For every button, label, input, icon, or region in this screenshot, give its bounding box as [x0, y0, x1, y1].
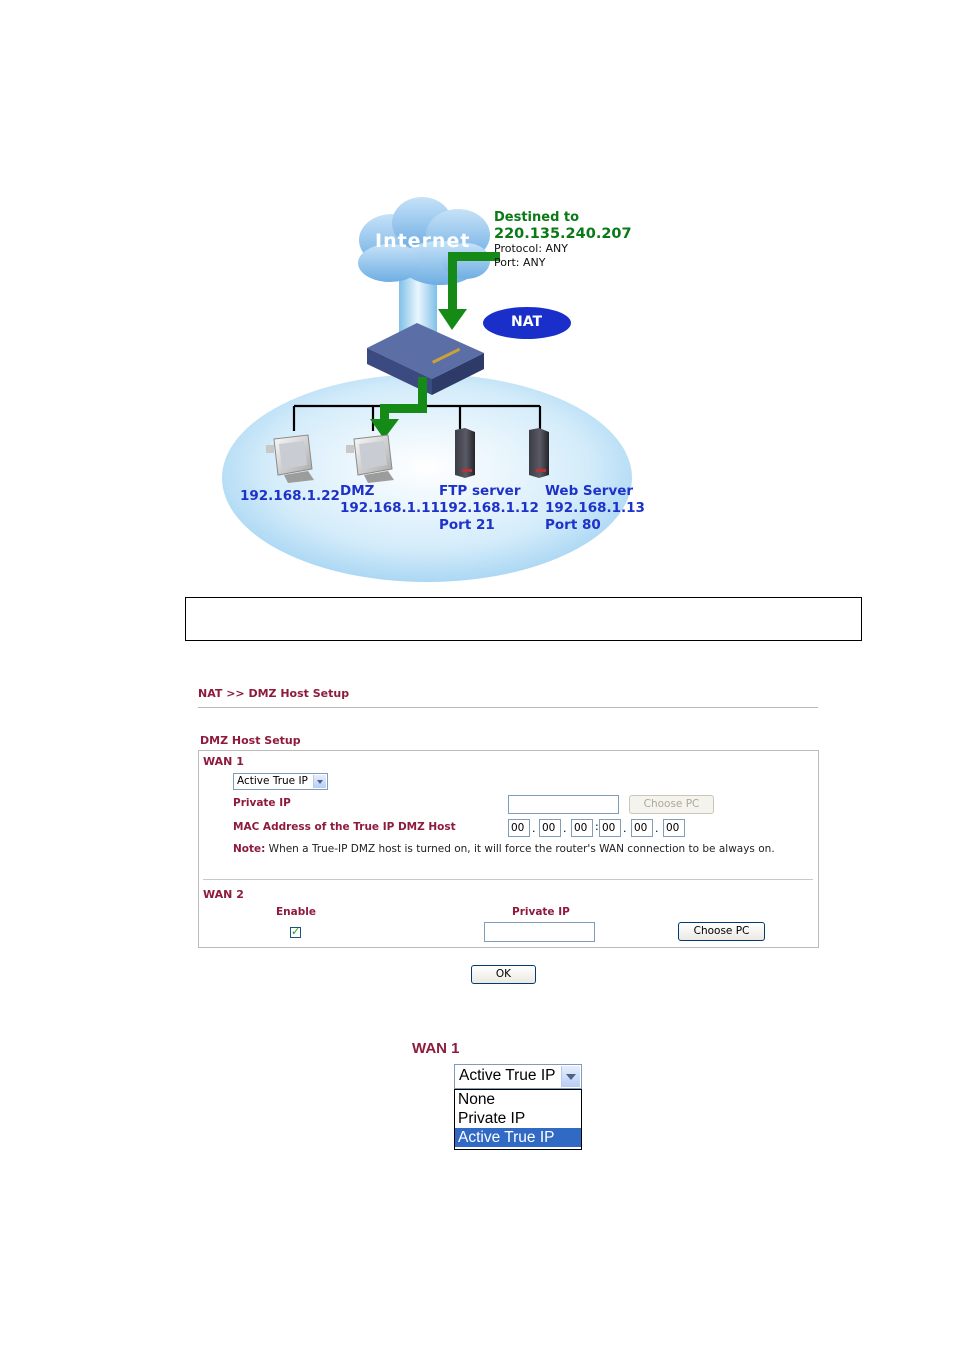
nat-label: NAT	[511, 314, 543, 330]
mac-separator: .	[563, 822, 567, 835]
destined-protocol: Protocol: ANY	[494, 242, 569, 255]
private-ip-column-header: Private IP	[512, 906, 570, 918]
wan-divider	[203, 879, 813, 880]
enable-column-header: Enable	[276, 906, 316, 918]
web-server-icon	[529, 428, 549, 478]
wan1-private-ip-input[interactable]	[508, 795, 619, 814]
mac-separator: .	[532, 822, 536, 835]
chevron-down-icon	[561, 1066, 580, 1087]
ftp-ip: 192.168.1.12	[439, 500, 539, 516]
zoom-wan1-title: WAN 1	[412, 1040, 460, 1057]
note-label: Note:	[233, 843, 266, 855]
true-ip-note	[233, 842, 793, 856]
mac-field-3[interactable]: 00	[571, 819, 593, 837]
pc1-ip: 192.168.1.22	[240, 488, 340, 504]
caption-frame	[185, 597, 862, 641]
wan1-title: WAN 1	[203, 755, 244, 768]
wan1-choose-pc-button[interactable]: Choose PC	[629, 795, 714, 814]
dmz-ip: 192.168.1.11	[340, 500, 440, 516]
mac-separator: .	[655, 822, 659, 835]
private-ip-label: Private IP	[233, 797, 291, 809]
option-none[interactable]: None	[458, 1091, 496, 1108]
ftp-name: FTP server	[439, 483, 521, 499]
destined-title: Destined to	[494, 210, 580, 225]
destined-port: Port: ANY	[494, 256, 546, 269]
mac-field-4[interactable]: 00	[599, 819, 621, 837]
chevron-down-icon	[313, 775, 326, 788]
mac-separator: .	[623, 822, 627, 835]
ok-button[interactable]: OK	[471, 965, 536, 984]
section-title: DMZ Host Setup	[200, 734, 301, 747]
web-port: Port 80	[545, 517, 601, 533]
wan2-choose-pc-button[interactable]: Choose PC	[678, 922, 765, 941]
internet-label: Internet	[375, 230, 471, 252]
option-private-ip[interactable]: Private IP	[458, 1110, 526, 1127]
wan2-private-ip-input[interactable]	[484, 922, 595, 942]
ftp-server-icon	[455, 428, 475, 478]
wan2-enable-checkbox[interactable]	[290, 927, 301, 938]
wan1-mode-select[interactable]	[233, 773, 328, 790]
zoom-mode-select[interactable]	[454, 1064, 582, 1089]
mac-field-5[interactable]: 00	[631, 819, 653, 837]
mac-field-6[interactable]: 00	[663, 819, 685, 837]
note-text: When a True-IP DMZ host is turned on, it will force the router's WAN connection to be always on.	[265, 843, 775, 855]
ftp-port: Port 21	[439, 517, 495, 533]
breadcrumb: NAT >> DMZ Host Setup	[198, 687, 350, 700]
destined-ip: 220.135.240.207	[494, 226, 632, 242]
mac-separator: :	[595, 820, 599, 833]
breadcrumb-divider	[198, 707, 818, 708]
mac-address-label: MAC Address of the True IP DMZ Host	[233, 821, 456, 833]
wan2-title: WAN 2	[203, 888, 244, 901]
web-name: Web Server	[545, 483, 634, 499]
mac-field-1[interactable]: 00	[508, 819, 530, 837]
web-ip: 192.168.1.13	[545, 500, 645, 516]
zoom-options-list	[454, 1089, 582, 1150]
network-diagram	[222, 183, 652, 586]
mac-field-2[interactable]: 00	[539, 819, 561, 837]
dmz-name: DMZ	[340, 483, 375, 499]
option-active-true-ip[interactable]: Active True IP	[455, 1128, 581, 1147]
zoom-mode-value: Active True IP	[459, 1067, 556, 1084]
wan1-mode-value: Active True IP	[237, 775, 308, 787]
